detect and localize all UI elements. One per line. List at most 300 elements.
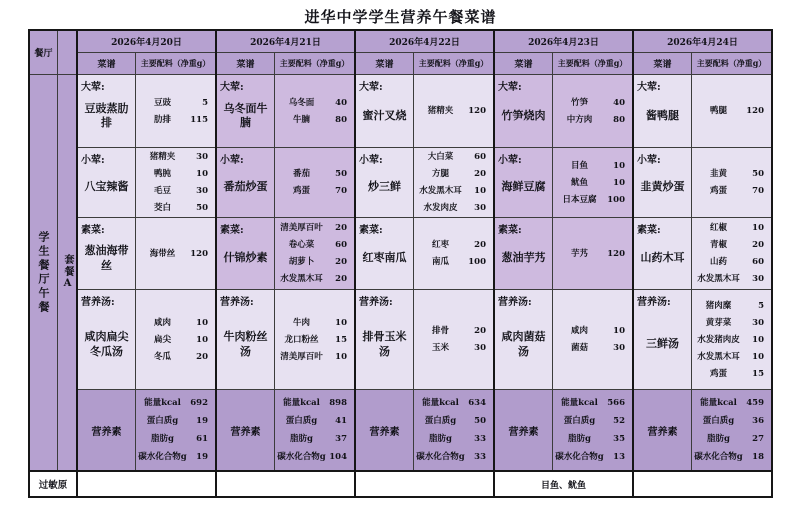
category-label: 营养汤: [359, 297, 393, 308]
ingredient-name: 番茄 [292, 169, 310, 179]
date-header: 2026年4月21日 [217, 31, 354, 53]
category-row [356, 218, 493, 290]
nutrient-value: 19 [196, 452, 208, 462]
ingredient-row [136, 167, 215, 181]
ingredient-quantity: 10 [335, 317, 347, 328]
nutrient-line [414, 396, 493, 410]
dish-cell [495, 148, 553, 217]
nutrient-value: 634 [468, 398, 486, 408]
ingredients-column-header: 主要配料（净重g） [414, 53, 493, 74]
nutrient-name: 脂肪g [290, 434, 313, 444]
ingredient-name: 清美厚百叶 [280, 351, 323, 362]
ingredient-row [692, 104, 771, 118]
category-row [356, 148, 493, 218]
ingredient-quantity: 120 [746, 106, 764, 116]
ingredient-quantity: 10 [196, 317, 208, 328]
ingredient-row [136, 113, 215, 127]
ingredients-column-header: 主要配料（净重g） [275, 53, 354, 74]
ingredient-row [692, 316, 771, 330]
ingredient-name: 鸡蛋 [709, 368, 727, 379]
ingredient-row [692, 184, 771, 198]
ingredient-name: 水发黑木耳 [419, 186, 462, 196]
ingredient-name: 菌菇 [570, 343, 588, 353]
nutrient-name: 碳水化合物g [138, 452, 187, 462]
ingredients-cell [275, 218, 354, 289]
dish-cell [217, 75, 275, 147]
nutrient-line [275, 432, 354, 446]
ingredients-cell [553, 218, 632, 289]
nutrient-value: 692 [190, 398, 208, 408]
nutrient-value: 19 [196, 416, 208, 426]
ingredient-name: 豆豉 [153, 97, 171, 108]
date-header: 2026年4月23日 [495, 31, 632, 53]
day-column-1 [215, 31, 354, 470]
category-label: 素菜: [359, 225, 383, 236]
ingredient-row [136, 247, 215, 261]
ingredient-quantity: 30 [196, 152, 208, 162]
ingredient-row [136, 96, 215, 110]
category-label: 素菜: [498, 225, 522, 236]
dish-cell [495, 75, 553, 147]
ingredient-name: 扁尖 [153, 334, 171, 345]
ingredient-name: 日本豆腐 [562, 194, 597, 205]
ingredient-name: 咸肉 [153, 317, 171, 328]
nutrient-line [136, 450, 215, 464]
category-row [495, 290, 632, 390]
ingredient-quantity: 20 [474, 326, 486, 336]
category-row [495, 218, 632, 290]
nutrient-name: 能量kcal [422, 398, 459, 408]
nutrient-values-cell [553, 390, 632, 470]
allergen-cell [76, 472, 215, 496]
ingredient-quantity: 10 [613, 160, 625, 171]
dish-name: 红枣南瓜 [362, 251, 407, 265]
category-label: 素菜: [637, 225, 661, 236]
ingredient-row [136, 350, 215, 364]
ingredient-name: 鱿鱼 [570, 177, 588, 188]
dish-cell [78, 290, 136, 389]
dish-name: 葱油芋艿 [501, 251, 546, 265]
ingredient-quantity: 10 [752, 334, 764, 345]
category-label: 大荤: [81, 82, 105, 93]
ingredient-name: 山药 [709, 257, 727, 267]
ingredient-quantity: 40 [613, 97, 625, 108]
ingredient-name: 卷心菜 [288, 240, 315, 250]
ingredient-quantity: 20 [335, 257, 347, 267]
ingredient-quantity: 30 [474, 203, 486, 213]
ingredient-row [692, 221, 771, 235]
ingredient-name: 猪精夹 [427, 106, 454, 116]
ingredient-row [553, 341, 632, 355]
dish-name: 咸肉菌菇汤 [501, 330, 546, 358]
nutrient-values-cell [692, 390, 771, 470]
ingredient-row [553, 324, 632, 338]
ingredient-name: 目鱼 [570, 160, 588, 171]
ingredient-name: 韭黄 [709, 169, 727, 179]
ingredient-name: 猪肉糜 [705, 300, 732, 311]
nutrient-row [634, 390, 771, 470]
nutrient-name: 能量kcal [561, 398, 598, 408]
dish-cell [356, 148, 414, 217]
hall-column [30, 31, 58, 470]
dish-name: 山药木耳 [640, 251, 685, 265]
nutrient-value: 36 [752, 416, 764, 426]
subheader-row [217, 53, 354, 75]
ingredient-name: 黄芽菜 [705, 317, 732, 328]
ingredients-cell [692, 290, 771, 389]
ingredient-quantity: 50 [196, 203, 208, 213]
ingredient-row [136, 316, 215, 330]
ingredient-row [414, 238, 493, 252]
category-row [634, 290, 771, 390]
ingredients-cell [414, 218, 493, 289]
dish-name: 竹笋烧肉 [501, 108, 546, 122]
ingredient-quantity: 20 [474, 240, 486, 250]
category-label: 素菜: [220, 225, 244, 236]
dish-name: 番茄炒蛋 [223, 180, 268, 194]
category-row [78, 218, 215, 290]
meal-set-label: 套餐A [62, 254, 73, 291]
dish-cell [217, 290, 275, 389]
allergen-row [30, 470, 771, 496]
ingredient-name: 毛豆 [153, 186, 171, 196]
ingredient-name: 清美厚百叶 [280, 223, 323, 233]
nutrient-value: 33 [474, 452, 486, 462]
nutrient-name: 碳水化合物g [416, 452, 465, 462]
ingredient-row [692, 167, 771, 181]
nutrient-line [136, 432, 215, 446]
ingredient-name: 鸭肫 [153, 169, 171, 179]
category-row [356, 290, 493, 390]
nutrient-value: 104 [329, 452, 347, 462]
category-row [217, 290, 354, 390]
nutrient-line [136, 414, 215, 428]
ingredient-row [275, 238, 354, 252]
category-label: 小荤: [498, 155, 522, 166]
ingredient-row [275, 96, 354, 110]
category-row [634, 148, 771, 218]
nutrient-line [553, 414, 632, 428]
ingredient-quantity: 10 [613, 326, 625, 336]
ingredient-row [692, 350, 771, 364]
nutrient-row [495, 390, 632, 470]
date-header: 2026年4月22日 [356, 31, 493, 53]
category-label: 大荤: [498, 82, 522, 93]
hall-header-cell: 餐厅 [30, 31, 57, 75]
nutrient-line [275, 414, 354, 428]
ingredient-quantity: 10 [613, 177, 625, 188]
ingredient-name: 咸肉 [570, 326, 588, 336]
ingredient-name: 红椒 [709, 223, 727, 233]
allergen-cell [215, 472, 354, 496]
dish-name: 三鲜汤 [646, 337, 679, 351]
nutrient-name: 碳水化合物g [555, 452, 604, 462]
category-label: 营养汤: [220, 297, 254, 308]
category-label: 大荤: [220, 82, 244, 93]
ingredient-row [692, 238, 771, 252]
category-row [217, 148, 354, 218]
nutrient-name: 碳水化合物g [694, 452, 743, 462]
dish-cell [78, 75, 136, 147]
ingredient-row [692, 367, 771, 381]
category-row [495, 148, 632, 218]
category-row [217, 75, 354, 148]
ingredient-quantity: 5 [202, 97, 208, 108]
category-label: 大荤: [637, 82, 661, 93]
ingredient-quantity: 5 [758, 300, 764, 311]
ingredient-name: 茭白 [153, 203, 171, 213]
ingredient-name: 水发黑木耳 [280, 274, 323, 284]
nutrient-line [414, 432, 493, 446]
ingredient-row [414, 184, 493, 198]
ingredient-row [136, 201, 215, 215]
day-column-2 [354, 31, 493, 470]
dish-name: 八宝辣酱 [84, 180, 129, 194]
day-column-3 [493, 31, 632, 470]
nutrient-row [356, 390, 493, 470]
nutrient-values-cell [136, 390, 215, 470]
ingredient-quantity: 20 [335, 223, 347, 233]
dish-name: 海鲜豆腐 [501, 180, 546, 194]
ingredients-column-header: 主要配料（净重g） [136, 53, 215, 74]
nutrient-line [692, 432, 771, 446]
dish-cell [217, 148, 275, 217]
ingredients-cell [692, 75, 771, 147]
ingredient-row [553, 247, 632, 261]
ingredient-quantity: 100 [607, 194, 625, 205]
ingredient-name: 中方肉 [566, 114, 593, 125]
category-row [217, 218, 354, 290]
ingredient-quantity: 15 [752, 368, 764, 379]
ingredient-row [553, 96, 632, 110]
ingredient-row [692, 333, 771, 347]
nutrient-line [553, 432, 632, 446]
ingredient-name: 牛腩 [292, 114, 310, 125]
dish-cell [356, 75, 414, 147]
nutrient-value: 41 [335, 416, 347, 426]
menu-column-header: 菜谱 [495, 53, 553, 74]
ingredient-quantity: 60 [752, 257, 764, 267]
category-label: 小荤: [220, 155, 244, 166]
ingredients-cell [553, 148, 632, 217]
ingredient-name: 冬瓜 [153, 351, 171, 362]
nutrient-line [275, 396, 354, 410]
nutrient-value: 33 [474, 434, 486, 444]
ingredients-cell [553, 290, 632, 389]
nutrient-values-cell [275, 390, 354, 470]
dish-cell [634, 148, 692, 217]
nutrient-value: 566 [607, 398, 625, 408]
category-label: 小荤: [81, 155, 105, 166]
ingredient-row [136, 333, 215, 347]
ingredient-row [414, 324, 493, 338]
day-column-0 [76, 31, 215, 470]
category-label: 素菜: [81, 225, 105, 236]
nutrient-line [414, 414, 493, 428]
ingredients-cell [414, 290, 493, 389]
ingredient-row [692, 255, 771, 269]
menu-column-header: 菜谱 [356, 53, 414, 74]
category-row [356, 75, 493, 148]
nutrient-value: 37 [335, 434, 347, 444]
ingredient-name: 鸭腿 [709, 106, 727, 116]
ingredient-quantity: 120 [607, 248, 625, 259]
ingredient-quantity: 50 [335, 169, 347, 179]
ingredient-name: 牛肉 [292, 317, 310, 328]
ingredients-column-header: 主要配料（净重g） [692, 53, 771, 74]
ingredient-row [275, 184, 354, 198]
category-row [495, 75, 632, 148]
nutrient-name: 蛋白质g [146, 416, 179, 426]
ingredient-quantity: 120 [468, 106, 486, 116]
ingredients-cell [414, 148, 493, 217]
dish-cell [217, 218, 275, 289]
ingredient-row [275, 255, 354, 269]
ingredient-row [275, 316, 354, 330]
ingredient-quantity: 30 [196, 186, 208, 196]
nutrient-value: 27 [752, 434, 764, 444]
ingredient-quantity: 70 [335, 186, 347, 196]
subheader-row [634, 53, 771, 75]
ingredient-quantity: 15 [335, 334, 347, 345]
ingredients-cell [692, 148, 771, 217]
dish-name: 葱油海带丝 [84, 244, 129, 272]
nutrient-row-label: 营养素 [217, 390, 275, 470]
ingredients-cell [136, 148, 215, 217]
nutrient-value: 459 [746, 398, 764, 408]
ingredient-quantity: 80 [613, 114, 625, 125]
subheader-row [356, 53, 493, 75]
ingredient-name: 方腿 [431, 169, 449, 179]
ingredient-quantity: 100 [468, 257, 486, 267]
ingredient-name: 乌冬面 [288, 97, 315, 108]
ingredient-name: 大白菜 [427, 152, 454, 162]
menu-column-header: 菜谱 [634, 53, 692, 74]
allergen-cell: 目鱼、鱿鱼 [493, 472, 632, 496]
ingredient-row [136, 150, 215, 164]
nutrient-name: 蛋白质g [563, 416, 596, 426]
subheader-row [495, 53, 632, 75]
category-label: 大荤: [359, 82, 383, 93]
category-row [634, 75, 771, 148]
dish-cell [78, 148, 136, 217]
ingredient-quantity: 30 [613, 343, 625, 353]
ingredient-row [553, 176, 632, 190]
ingredient-quantity: 60 [474, 152, 486, 162]
nutrient-name: 脂肪g [568, 434, 591, 444]
day-column-4 [632, 31, 771, 470]
ingredients-cell [275, 290, 354, 389]
ingredient-row [553, 113, 632, 127]
ingredient-quantity: 60 [335, 240, 347, 250]
nutrient-name: 蛋白质g [285, 416, 318, 426]
nutrient-name: 能量kcal [144, 398, 181, 408]
meal-set-header-cell [58, 31, 76, 75]
date-header: 2026年4月24日 [634, 31, 771, 53]
ingredient-quantity: 20 [196, 351, 208, 362]
nutrient-name: 蛋白质g [424, 416, 457, 426]
dish-name: 韭黄炒蛋 [640, 180, 685, 194]
nutrient-row [217, 390, 354, 470]
menu-column-header: 菜谱 [217, 53, 275, 74]
nutrient-line [692, 396, 771, 410]
ingredient-name: 青椒 [709, 240, 727, 250]
menu-column-header: 菜谱 [78, 53, 136, 74]
ingredient-row [692, 272, 771, 286]
nutrient-name: 脂肪g [707, 434, 730, 444]
category-label: 营养汤: [498, 297, 532, 308]
nutrient-name: 脂肪g [151, 434, 174, 444]
dish-cell [634, 218, 692, 289]
dish-name: 咸肉扁尖冬瓜汤 [84, 330, 129, 358]
ingredient-row [275, 221, 354, 235]
ingredient-row [414, 150, 493, 164]
ingredients-cell [136, 290, 215, 389]
ingredients-cell [275, 75, 354, 147]
ingredient-row [275, 350, 354, 364]
category-row [78, 148, 215, 218]
ingredient-name: 海带丝 [149, 248, 176, 259]
ingredient-name: 南瓜 [431, 257, 449, 267]
ingredient-quantity: 80 [335, 114, 347, 125]
meal-set-cell [58, 75, 76, 470]
dish-cell [356, 290, 414, 389]
nutrient-value: 18 [752, 452, 764, 462]
ingredient-name: 肋排 [153, 114, 171, 125]
ingredient-quantity: 10 [752, 351, 764, 362]
nutrient-values-cell [414, 390, 493, 470]
nutrient-row-label: 营养素 [356, 390, 414, 470]
date-header: 2026年4月20日 [78, 31, 215, 53]
ingredient-row [414, 104, 493, 118]
nutrient-value: 13 [613, 452, 625, 462]
ingredient-quantity: 10 [196, 169, 208, 179]
dish-cell [356, 218, 414, 289]
nutrient-line [692, 414, 771, 428]
ingredient-name: 猪精夹 [149, 152, 176, 162]
ingredient-name: 水发肉皮 [423, 203, 458, 213]
ingredient-name: 鸡蛋 [709, 186, 727, 196]
nutrient-row-label: 营养素 [78, 390, 136, 470]
dish-name: 炒三鲜 [368, 180, 401, 194]
table-body [30, 31, 771, 470]
dish-name: 乌冬面牛腩 [223, 101, 268, 129]
dish-name: 排骨玉米汤 [362, 330, 407, 358]
ingredient-quantity: 10 [196, 334, 208, 345]
allergen-label: 过敏原 [38, 480, 68, 491]
category-row [78, 290, 215, 390]
hall-vertical-cell [30, 75, 57, 470]
category-label: 营养汤: [637, 297, 671, 308]
ingredients-cell [136, 75, 215, 147]
ingredient-quantity: 10 [335, 351, 347, 362]
ingredient-quantity: 30 [752, 274, 764, 284]
subheader-row [78, 53, 215, 75]
ingredient-name: 水发黑木耳 [697, 351, 740, 362]
ingredient-quantity: 20 [335, 274, 347, 284]
nutrient-value: 50 [474, 416, 486, 426]
nutrient-value: 52 [613, 416, 625, 426]
dish-name: 牛肉粉丝汤 [223, 330, 268, 358]
ingredient-quantity: 10 [474, 186, 486, 196]
nutrient-line [414, 450, 493, 464]
nutrient-row [78, 390, 215, 470]
nutrient-line [136, 396, 215, 410]
ingredient-quantity: 120 [190, 248, 208, 259]
dish-cell [634, 75, 692, 147]
dish-cell [495, 218, 553, 289]
dish-name: 酱鸭腿 [646, 108, 679, 122]
